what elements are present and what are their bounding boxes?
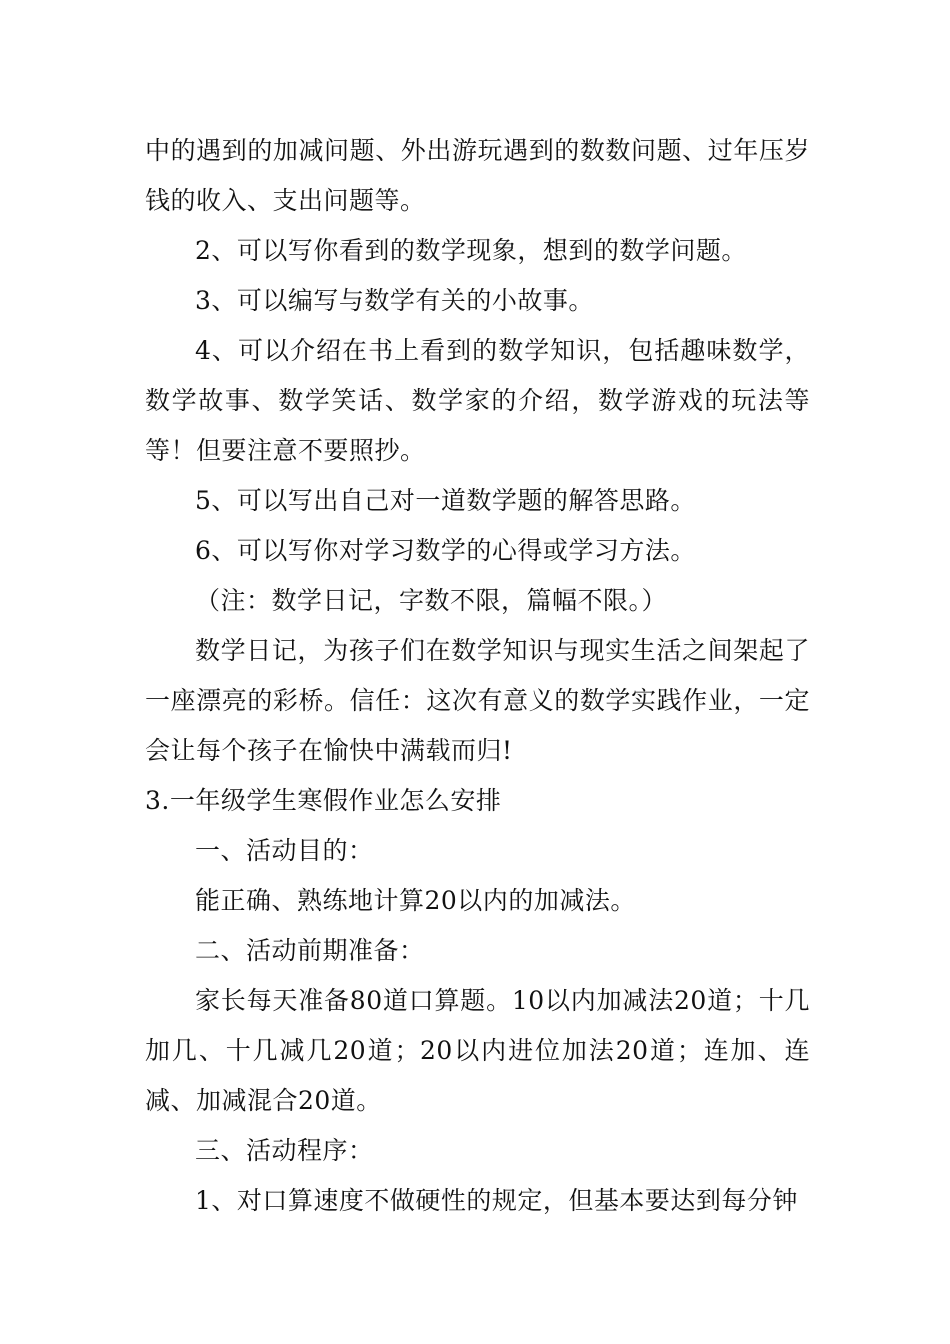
list-item-3: 3、可以编写与数学有关的小故事。 — [195, 286, 594, 315]
summary-paragraph: 数学日记，为孩子们在数学知识与现实生活之间架起了一座漂亮的彩桥。信任：这次有意义的数学实践作业，一定会让每个孩子在愉快中满载而归! — [145, 636, 810, 765]
list-item-4: 4、可以介绍在书上看到的数学知识，包括趣味数学，数学故事、数学笑话、数学家的介绍，数学游戏的玩法等等！但要注意不要照抄。 — [145, 336, 810, 465]
list-item-5: 5、可以写出自己对一道数学题的解答思路。 — [195, 486, 696, 515]
subheading-procedure: 三、活动程序： — [195, 1136, 374, 1165]
subheading-preparation: 二、活动前期准备： — [195, 936, 425, 965]
document-body — [145, 126, 810, 1226]
list-item-2: 2、可以写你看到的数学现象，想到的数学问题。 — [195, 236, 747, 265]
paragraph-continuation: 中的遇到的加减问题、外出游玩遇到的数数问题、过年压岁钱的收入、支出问题等。 — [145, 136, 810, 215]
procedure-item-1: 1、对口算速度不做硬性的规定，但基本要达到每分钟 — [195, 1186, 798, 1215]
list-item-6: 6、可以写你对学习数学的心得或学习方法。 — [195, 536, 696, 565]
preparation-text: 家长每天准备80道口算题。10以内加减法20道；十几加几、十几减几20道；20以内进位加法20道；连加、连减、加减混合20道。 — [145, 986, 810, 1115]
note: （注：数学日记，字数不限，篇幅不限。） — [195, 586, 668, 615]
subheading-purpose: 一、活动目的： — [195, 836, 374, 865]
purpose-text: 能正确、熟练地计算20以内的加减法。 — [195, 886, 636, 915]
section-heading: 3.一年级学生寒假作业怎么安排 — [145, 786, 502, 815]
